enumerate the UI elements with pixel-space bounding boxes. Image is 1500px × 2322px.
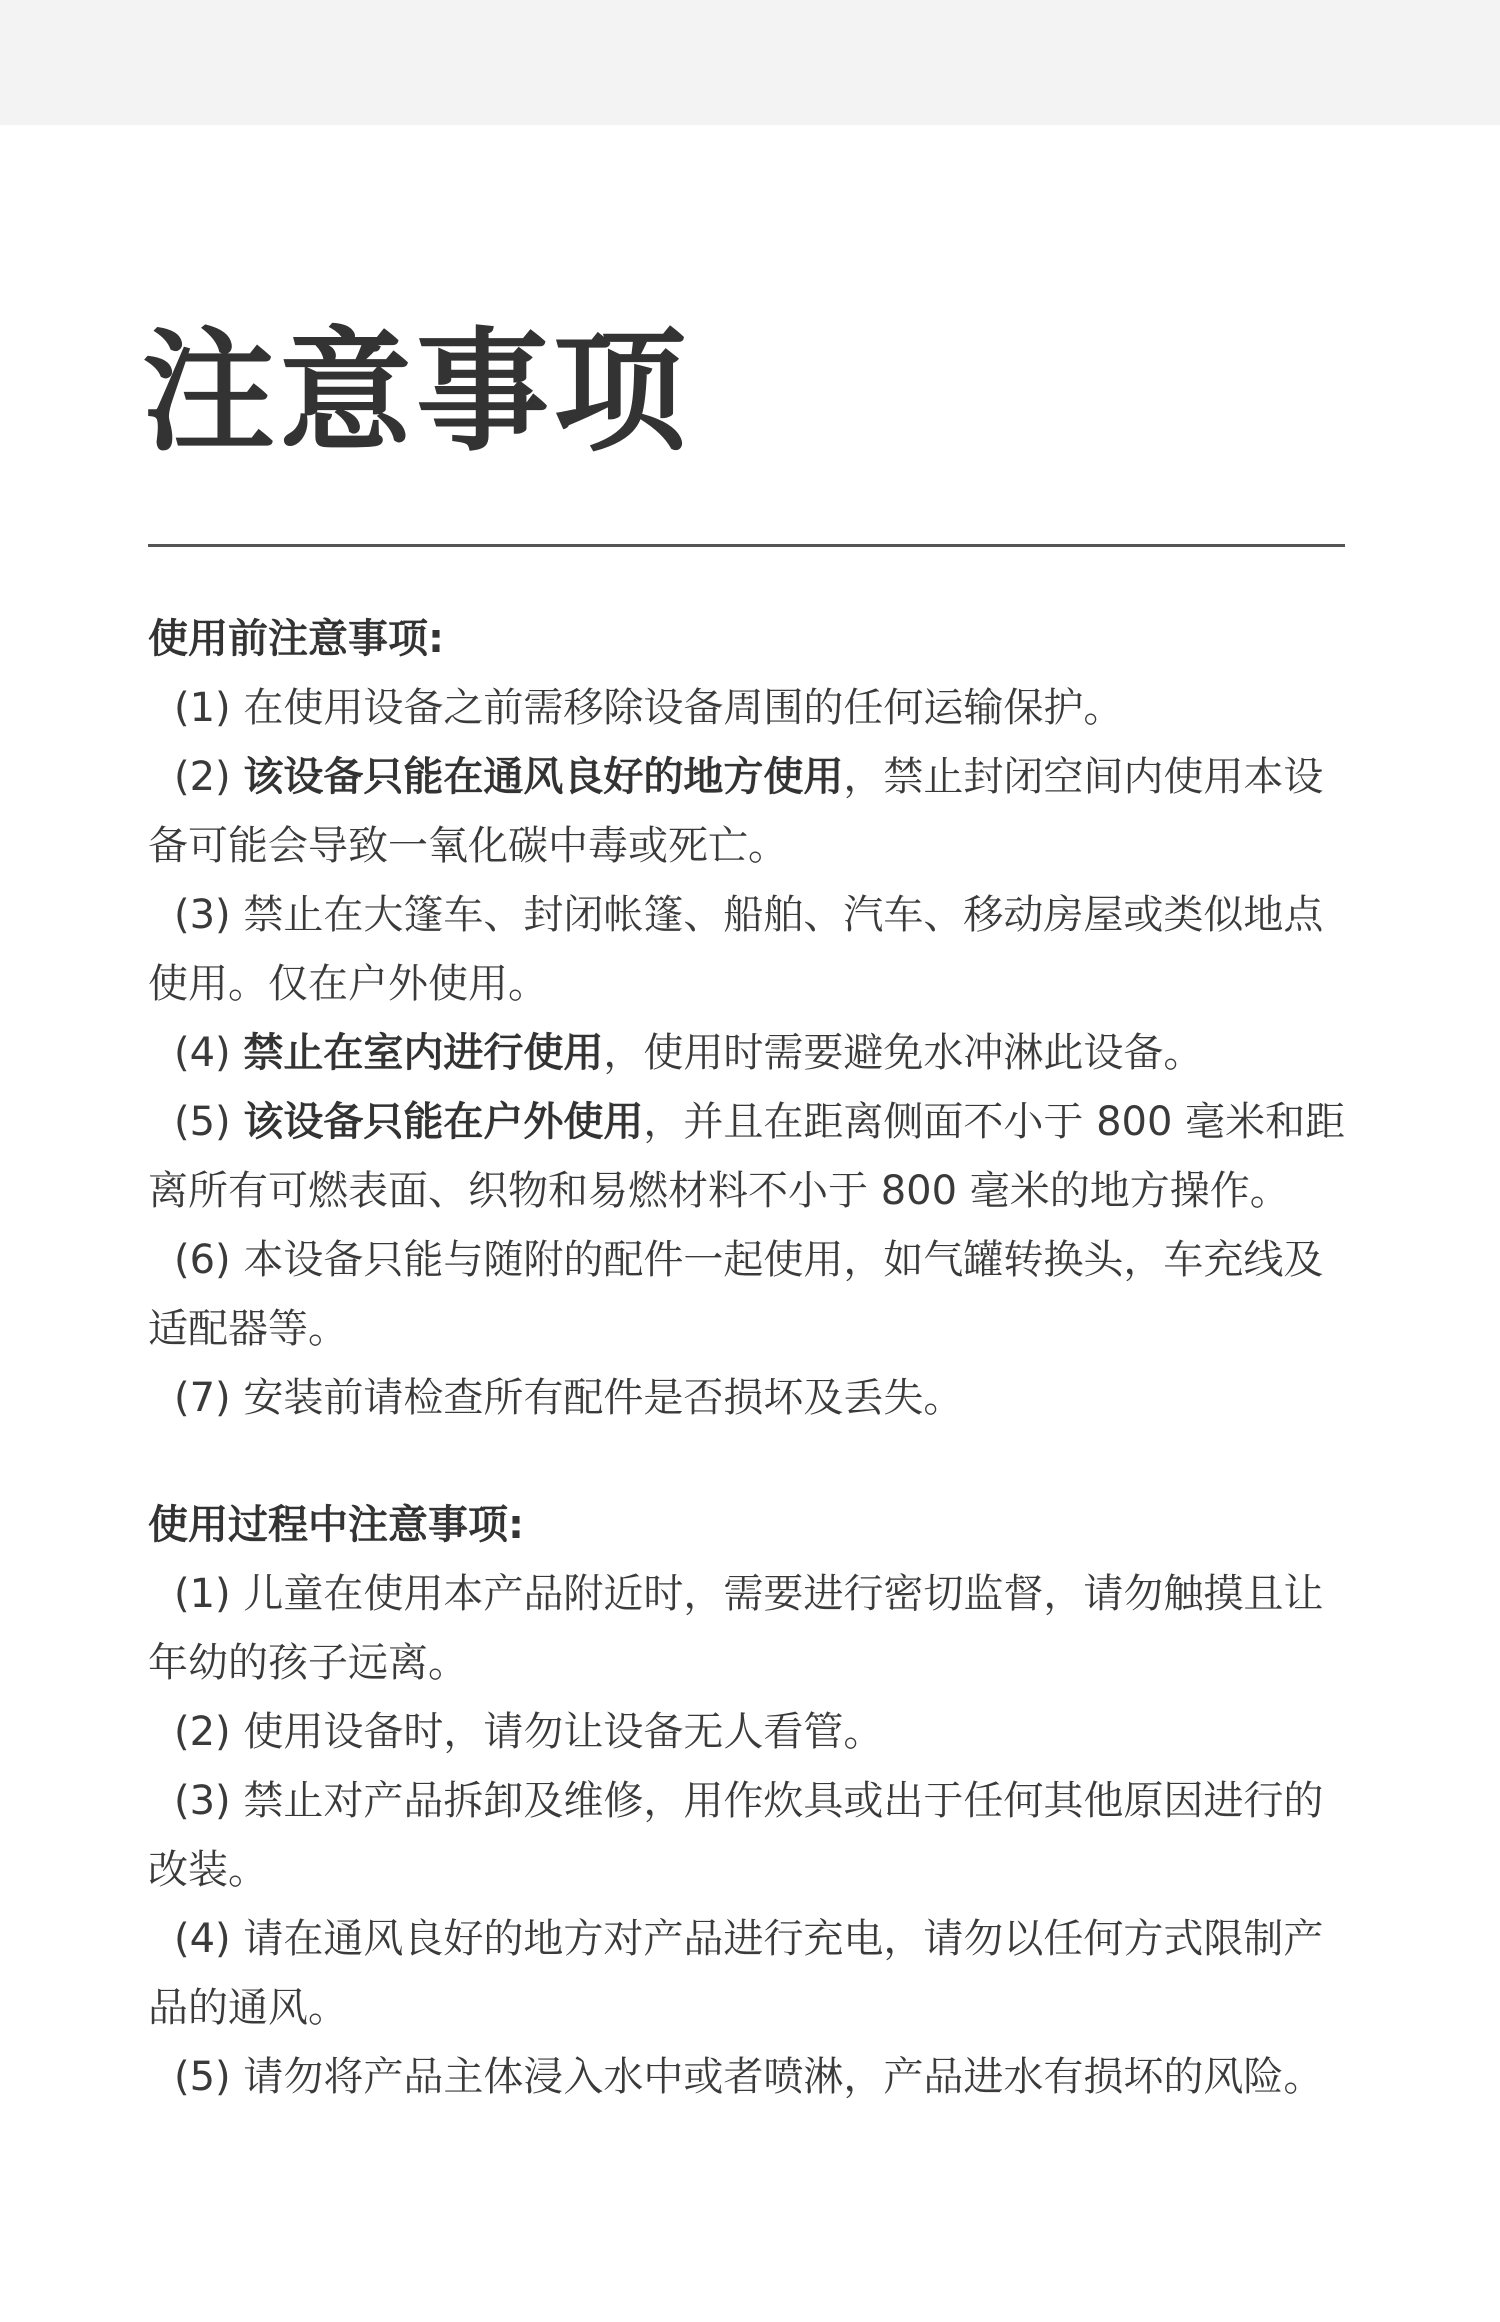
list-item	[148, 1560, 1350, 1698]
notice-content	[148, 605, 1350, 2112]
item-text: 使用设备时，请勿让设备无人看管。	[243, 1709, 884, 1755]
page-title: 注意事项	[142, 316, 690, 470]
list-item	[148, 1767, 1350, 1905]
item-number: (2)	[174, 754, 231, 800]
item-number: (1)	[174, 685, 231, 731]
item-number: (4)	[174, 1030, 231, 1076]
item-number: (2)	[174, 1709, 231, 1755]
list-item	[148, 1019, 1350, 1088]
item-number: (3)	[174, 892, 231, 938]
item-text: ，禁止封闭空间内使用本设备可能会导致一氧化碳中毒或死亡。	[148, 754, 1324, 869]
section-before-use	[148, 605, 1350, 1433]
item-text: 本设备只能与随附的配件一起使用，如气罐转换头，车充线及适配器等。	[148, 1237, 1324, 1352]
list-item	[148, 881, 1350, 1019]
item-text: 请在通风良好的地方对产品进行充电，请勿以任何方式限制产品的通风。	[148, 1916, 1324, 2031]
item-text: ，并且在距离侧面不小于 800 毫米和距离所有可燃表面、织物和易燃材料不小于 800 毫米的地方操作。	[148, 1099, 1346, 1214]
item-number: (4)	[174, 1916, 231, 1962]
item-emphasis: 禁止在室内进行使用	[243, 1030, 604, 1076]
item-text: ，使用时需要避免水冲淋此设备。	[603, 1030, 1204, 1076]
item-number: (7)	[174, 1375, 231, 1421]
item-number: (1)	[174, 1571, 231, 1617]
section-heading: 使用过程中注意事项:	[148, 1502, 524, 1548]
item-text: 禁止在大篷车、封闭帐篷、船舶、汽车、移动房屋或类似地点使用。仅在户外使用。	[148, 892, 1324, 1007]
section-during-use	[148, 1491, 1350, 2112]
item-text: 在使用设备之前需移除设备周围的任何运输保护。	[243, 685, 1124, 731]
list-item	[148, 1226, 1350, 1364]
list-item	[148, 1088, 1350, 1226]
list-item	[148, 674, 1350, 743]
item-number: (6)	[174, 1237, 231, 1283]
list-item	[148, 1364, 1350, 1433]
list-item	[148, 743, 1350, 881]
item-text: 请勿将产品主体浸入水中或者喷淋，产品进水有损坏的风险。	[243, 2054, 1324, 2100]
item-text: 安装前请检查所有配件是否损坏及丢失。	[243, 1375, 964, 1421]
item-number: (5)	[174, 1099, 231, 1145]
item-text: 儿童在使用本产品附近时，需要进行密切监督，请勿触摸且让年幼的孩子远离。	[148, 1571, 1324, 1686]
item-text: 禁止对产品拆卸及维修，用作炊具或出于任何其他原因进行的改装。	[148, 1778, 1324, 1893]
item-number: (5)	[174, 2054, 231, 2100]
list-item	[148, 1698, 1350, 1767]
item-number: (3)	[174, 1778, 231, 1824]
item-emphasis: 该设备只能在户外使用	[243, 1099, 644, 1145]
list-item	[148, 2043, 1350, 2112]
list-item	[148, 1905, 1350, 2043]
top-band	[0, 0, 1500, 125]
section-heading: 使用前注意事项:	[148, 616, 444, 662]
title-divider	[148, 544, 1345, 547]
item-emphasis: 该设备只能在通风良好的地方使用	[243, 754, 844, 800]
